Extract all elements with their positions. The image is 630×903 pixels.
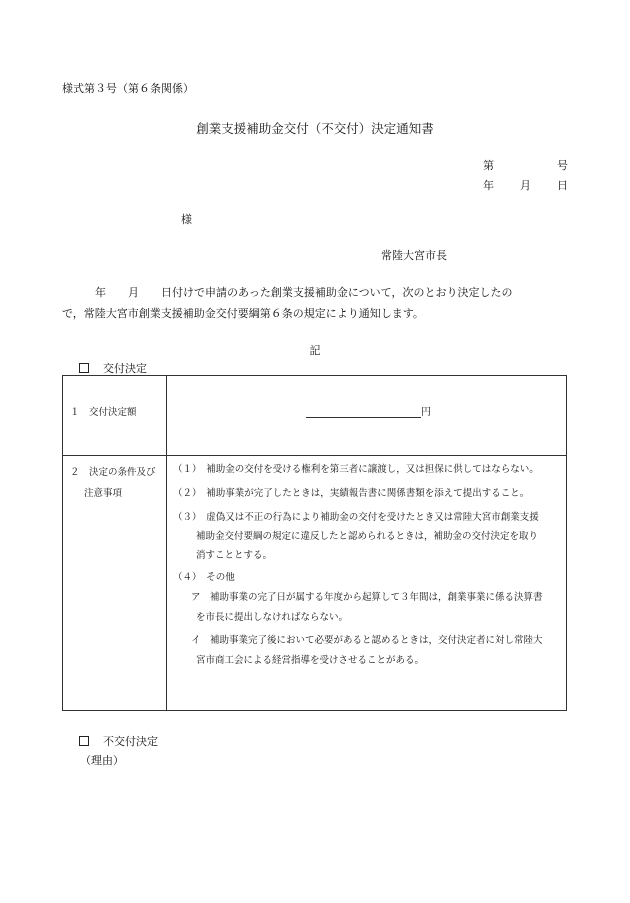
condition-2: （２） 補助事業が完了したときは，実績報告書に関係書類を添えて提出すること。 xyxy=(173,488,530,499)
table-divider-horizontal xyxy=(63,455,566,456)
reason-label: （理由） xyxy=(80,754,124,767)
table-divider-vertical xyxy=(166,376,167,710)
condition-4: （４） その他 xyxy=(173,572,235,583)
date-row xyxy=(483,176,573,196)
body-line-1: 年 月 日付けで申請のあった創業支援補助金について，次のとおり決定したの xyxy=(62,286,513,299)
condition-3-line-2: 補助金交付要綱の規定に違反したと認められるときは，補助金の交付決定を取り xyxy=(196,531,539,542)
condition-4a-line-2: を市長に提出しなければならない。 xyxy=(196,612,349,623)
grant-decision-option[interactable] xyxy=(79,360,147,376)
row-label-notes: 注意事項 xyxy=(84,488,123,499)
decision-table xyxy=(62,375,567,711)
condition-1: （１） 補助金の交付を受ける権利を第三者に譲渡し，又は担保に供してはならない。 xyxy=(173,464,539,475)
body-paragraph xyxy=(62,282,572,324)
form-number: 様式第３号（第６条関係） xyxy=(62,82,194,95)
addressee-honorific: 様 xyxy=(181,213,192,226)
checkbox-icon[interactable] xyxy=(79,736,89,746)
checkbox-icon[interactable] xyxy=(79,363,89,373)
condition-4a-line-1: ア 補助事業の完了日が属する年度から起算して３年間は，創業事業に係る決算書 xyxy=(191,592,543,603)
non-grant-decision-option[interactable] xyxy=(79,733,158,749)
issuer-name: 常陸大宮市長 xyxy=(381,249,447,262)
grant-decision-label: 交付決定 xyxy=(103,362,147,375)
document-title: 創業支援補助金交付（不交付）決定通知書 xyxy=(196,121,434,136)
ki-heading: 記 xyxy=(309,344,321,357)
grant-amount-field[interactable] xyxy=(306,403,431,418)
document-number-block xyxy=(483,156,573,196)
day-label: 日 xyxy=(557,179,568,192)
amount-blank-line[interactable] xyxy=(306,405,421,418)
condition-3-line-1: （３） 虚偽又は不正の行為により補助金の交付を受けたとき又は常陸大宮市創業支援 xyxy=(173,512,539,523)
dai-label: 第 xyxy=(483,159,494,172)
condition-4b-line-1: イ 補助事業完了後において必要があると認めるときは，交付決定者に対し常陸大 xyxy=(191,635,543,646)
condition-3-line-3: 消すこととする。 xyxy=(196,550,273,561)
month-label: 月 xyxy=(520,179,531,192)
condition-4b-line-2: 宮市商工会による経営指導を受けさせることがある。 xyxy=(196,655,425,666)
go-label: 号 xyxy=(557,159,568,172)
non-grant-decision-label: 不交付決定 xyxy=(103,735,158,748)
body-line-2: で，常陸大宮市創業支援補助金交付要綱第６条の規定により通知します。 xyxy=(62,307,424,320)
yen-unit: 円 xyxy=(421,407,431,418)
row-label-conditions: ２ 決定の条件及び xyxy=(70,467,156,478)
document-number-row xyxy=(483,156,573,176)
year-label: 年 xyxy=(483,179,494,192)
row-label-grant-amount: １ 交付決定額 xyxy=(70,407,137,418)
